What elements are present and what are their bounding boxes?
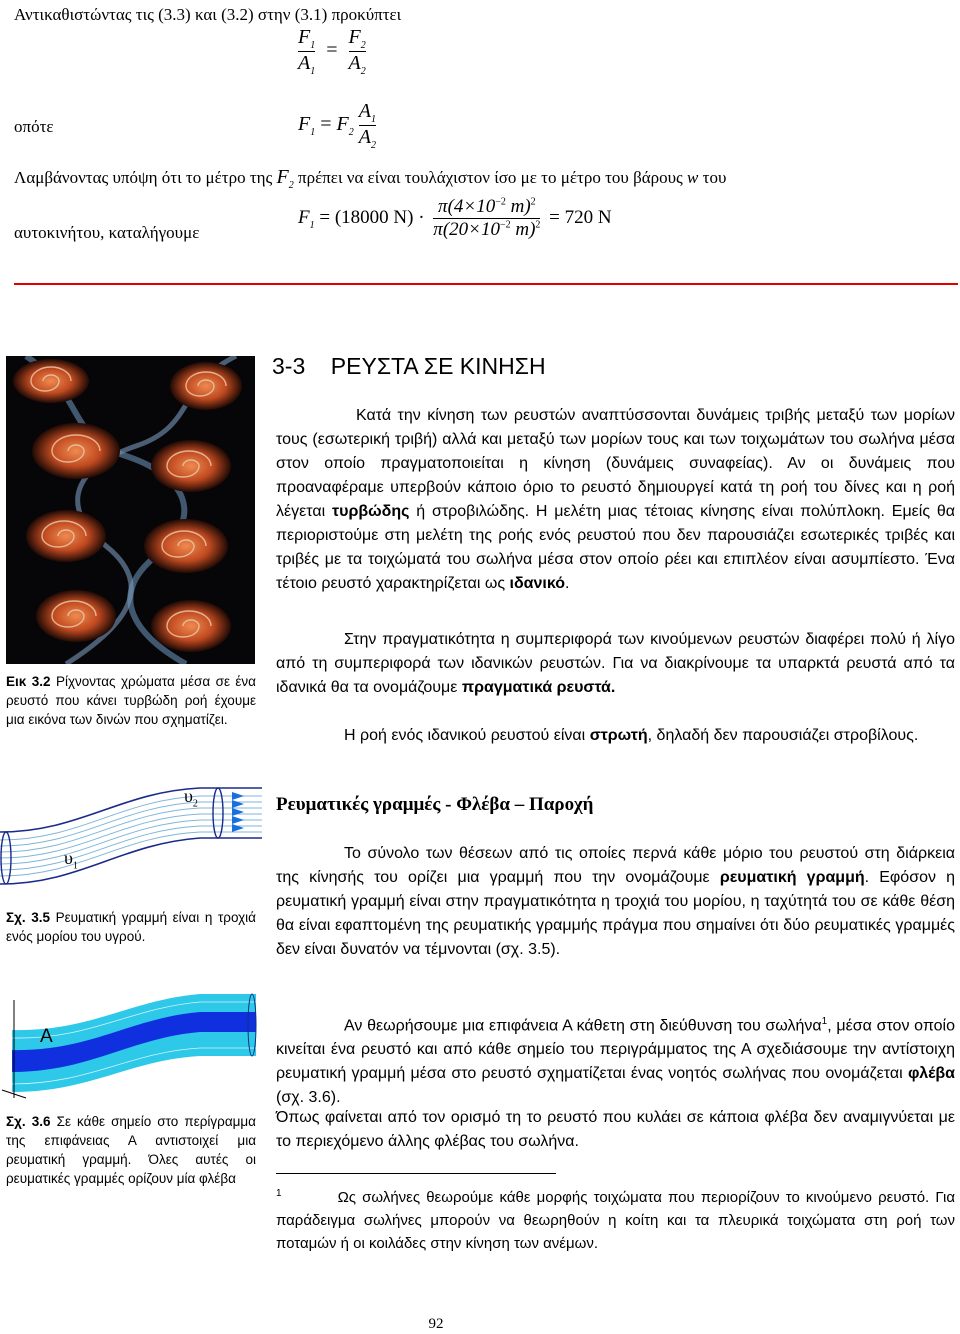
paragraph-friction: Κατά την κίνηση των ρευστών αναπτύσσονται δυνάμεις τριβής μεταξύ των μορίων τους (εσωτερική τριβή) αλλά και μεταξύ των μορίων τους και των τοιχωμάτων του σωλήνα μέσα στον οποίο πραγματοποιείται η κίνηση (δυνάμεις συναφείας). Αν οι δυνάμεις που προαναφέραμε υπερβούν κάποιο όριο το ρευστό δημιουργεί κατά τη ροή του δίνες και η ροή λέγεται τυρβώδης ή στροβιλώδης. Η μελέτη μιας τέτοιας κίνησης είναι πολύπλοκη. Εμείς θα περιοριστούμε στη μελέτη της ροής ενός ρευστού που δεν παρουσιάζει εσωτερικές τριβές και τριβές με τα τοιχώματά του σωλήνα μέσα στον οποίο ρέει και επιπλέον είναι ασυμπίεστο. Ένα τέτοιο ρευστό χαρακτηρίζεται ως ιδανικό. xyxy=(276,407,956,592)
vortex-photo xyxy=(6,356,255,664)
caption-fig-3-5: Σχ. 3.5 Ρευματική γραμμή είναι η τροχιά ενός μορίου του υγρού. xyxy=(6,910,256,944)
equation-f1: $F_1 = F_2$ $\frac{A_1}{A_2}$ xyxy=(298,100,376,151)
equation-ratio: $\frac{F_1}{A_1}$ = $\frac{F_2}{A_2}$ xyxy=(298,26,366,77)
figure-stream-tube xyxy=(0,990,262,1100)
velocity-v1-label: $\upsilon_1$ xyxy=(64,848,78,872)
paragraph-laminar: Η ροή ενός ιδανικού ρευστού είναι στρωτή, δηλαδή δεν παρουσιάζει στροβίλους. xyxy=(344,727,919,744)
intro-line: Αντικαθιστώντας τις (3.3) και (3.2) στην (3.1) προκύπτει xyxy=(14,5,402,24)
section-title: 3-3 ΡΕΥΣΤΑ ΣΕ ΚΙΝΗΣΗ xyxy=(272,353,546,379)
paragraph-real-fluids: Στην πραγματικότητα η συμπεριφορά των κινούμενων ρευστών διαφέρει πολύ ή λίγο από τη συμπεριφορά των ιδανικών ρευστών. Για να διακρίνουμε τα υπαρκτά ρευστά από τα ιδανικά θα τα ονομάζουμε πραγματικά ρευστά. xyxy=(276,631,955,696)
caption-fig-3-2: Εικ 3.2 Ρίχνοντας χρώματα μέσα σε ένα ρευστό που κάνει τυρβώδη ροή έχουμε μια εικόνα των δινών που σχηματίζει. xyxy=(6,674,256,727)
figure-streamlines xyxy=(0,770,262,900)
section-divider-red xyxy=(14,283,958,285)
surface-A-label: Α xyxy=(40,1026,53,1047)
paragraph-no-mixing: Όπως φαίνεται από τον ορισμό τη το ρευστό που κυλάει σε κάποια φλέβα δεν αναμιγνύεται με το περιεχόμενο άλλης φλέβας του σωλήνα. xyxy=(276,1109,955,1150)
subsection-title: Ρευματικές γραμμές - Φλέβα – Παροχή xyxy=(276,794,594,815)
line-weight-condition: Λαμβάνοντας υπόψη ότι το μέτρο της $F_2$ πρέπει να είναι τουλάχιστον ίσο με το μέτρο του βάρους w του xyxy=(14,166,727,191)
footnote-rule xyxy=(276,1173,556,1174)
line-conclusion: αυτοκινήτου, καταλήγουμε xyxy=(14,223,200,242)
opote-label: οπότε xyxy=(14,117,54,136)
paragraph-streamline: Το σύνολο των θέσεων από τις οποίες περνά κάθε μόριο του ρευστού στη διάρκεια της κίνησής του ορίζει μια γραμμή που την ονομάζουμε ρευματική γραμμή. Εφόσον η ρευματική γραμμή είναι στην πραγματικότητα η τροχιά του μορίου, η ταχύτητά του σε κάθε θέση θα είναι εφαπτομένη της ρευματικής γραμμής πράγμα που σημαίνει ότι δύο ρευματικές γραμμές δεν είναι δυνατόν να τέμνονται (σχ. 3.5). xyxy=(276,845,955,958)
footnote: $^1$ Ως σωλήνες θεωρούμε κάθε μορφής τοιχώματα που περιορίζουν το κινούμενο ρευστό. Για παράδειγμα σωλήνες μπορούν να θεωρηθούν η κοίτη και τα πλευρικά τοιχώματα στη ροή των ποταμών ή οι κοιλάδες στην κίνηση των ανέμων. xyxy=(276,1188,955,1252)
caption-fig-3-6: Σχ. 3.6 Σε κάθε σημείο στο περίγραμμα της επιφάνειας Α αντιστοιχεί μια ρευματική γραμμή. Όλες αυτές οι ρευματικές γραμμές ορίζουν μία φλέβα xyxy=(6,1114,256,1186)
paragraph-stream-tube: Αν θεωρήσουμε μια επιφάνεια Α κάθετη στη διεύθυνση του σωλήνα$^1$, μέσα στον οποίο κινείται ένα ρευστό και από κάθε σημείο του περιγράμματος της Α σχεδιάσουμε την αντίστοιχη ρευματική γραμμή μέσα στο ρευστό σχηματίζεται ένας νοητός σωλήνας που ονομάζεται φλέβα (σχ. 3.6). xyxy=(276,1016,956,1107)
page-number: 92 xyxy=(428,1316,444,1332)
velocity-v2-label: $\upsilon_2$ xyxy=(184,786,198,810)
equation-result: $F_1 = (18000$ N) · $\frac{\pi(4\times 10^{-2} m)^2}{\pi(20\times 10^{-2} m)^2}$ = 720 N xyxy=(298,196,612,240)
